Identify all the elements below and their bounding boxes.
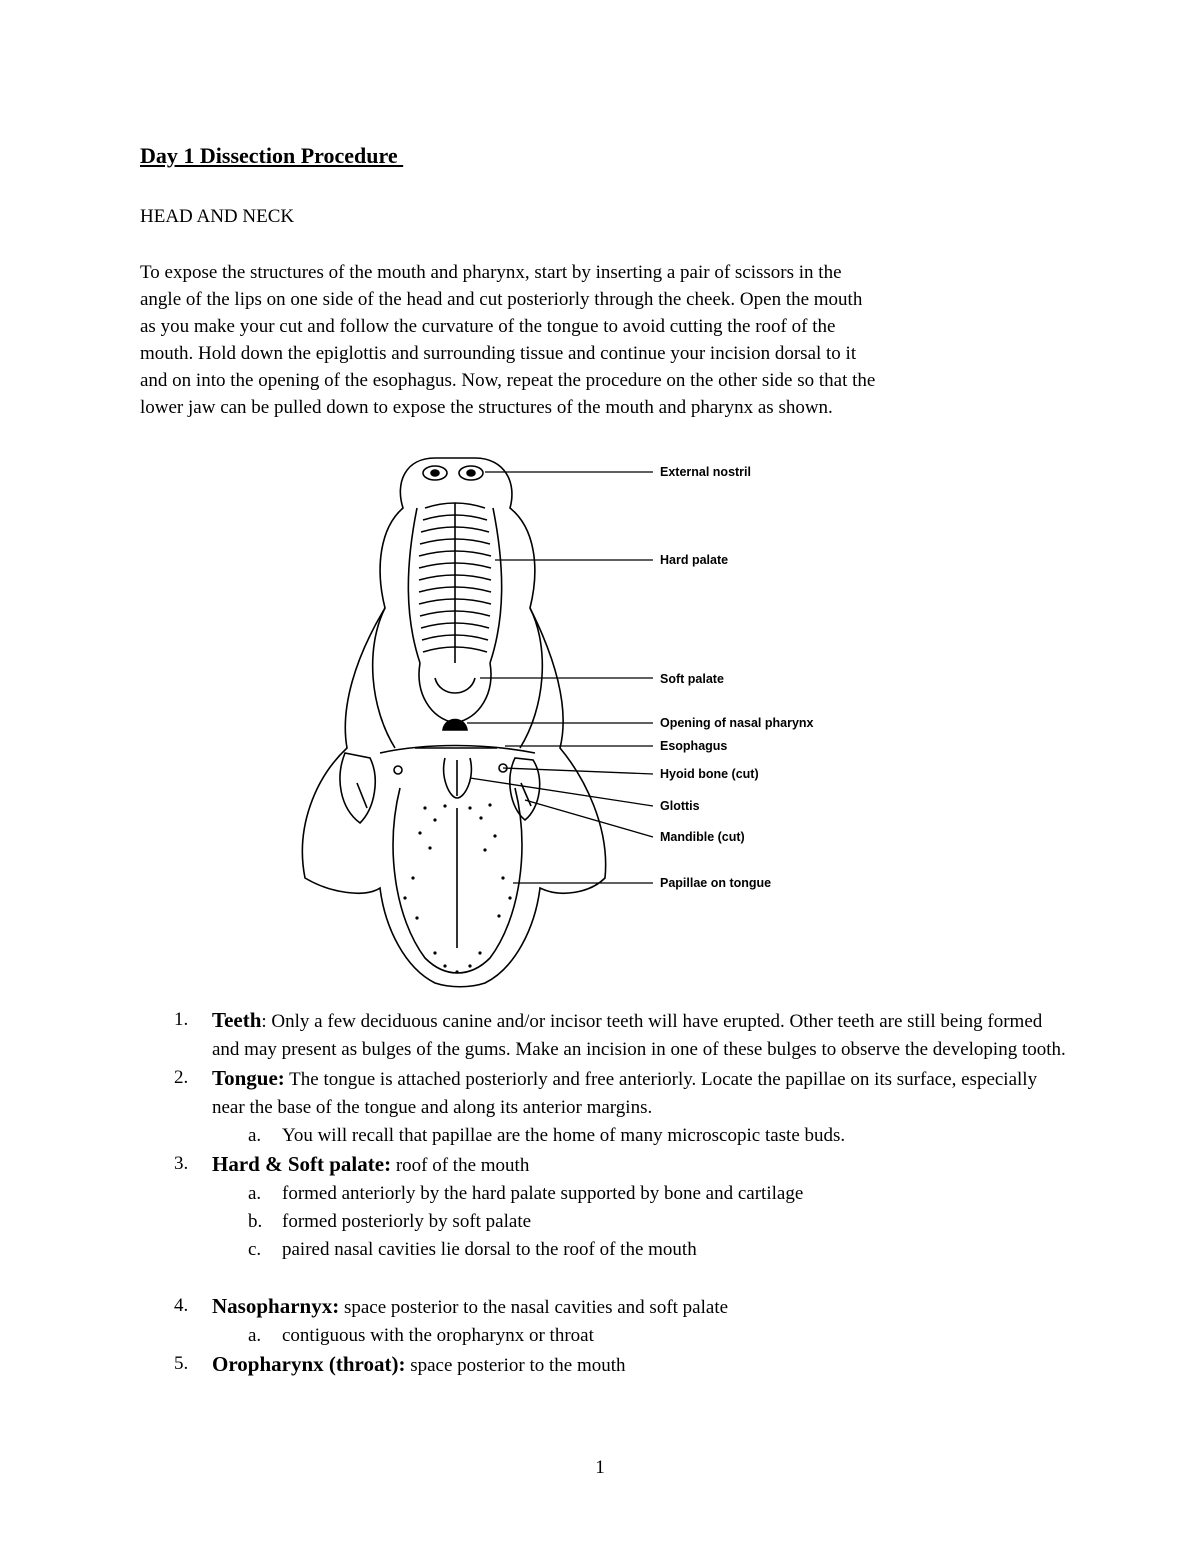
label-esophagus: Esophagus	[660, 739, 728, 753]
list-number: 1.	[174, 1009, 189, 1030]
sub-text: paired nasal cavities lie dorsal to the roof of the mouth	[282, 1239, 697, 1260]
spacer	[140, 1264, 1070, 1292]
section-heading: HEAD AND NECK	[140, 206, 295, 227]
list-term: Oropharynx (throat):	[212, 1352, 406, 1376]
intro-line: To expose the structures of the mouth and pharynx, start by inserting a pair of scissors in the	[140, 262, 842, 283]
list-term: Tongue:	[212, 1066, 285, 1090]
list-item	[140, 1006, 1070, 1064]
list-text: The tongue is attached posteriorly and free anteriorly. Locate the papillae on its surface, especially near the base of the tongue and along its anterior margins.	[212, 1069, 1038, 1118]
sub-letter: a.	[248, 1125, 262, 1146]
sub-item	[140, 1322, 1070, 1350]
intro-line: lower jaw can be pulled down to expose the structures of the mouth and pharynx as shown.	[140, 397, 833, 418]
list-item	[140, 1350, 1070, 1380]
list-text: roof of the mouth	[391, 1155, 530, 1176]
sub-text: formed posteriorly by soft palate	[282, 1211, 532, 1232]
list-item	[140, 1150, 1070, 1180]
intro-line: mouth. Hold down the epiglottis and surrounding tissue and continue your incision dorsal to it	[140, 343, 857, 364]
sub-item	[140, 1236, 1070, 1264]
page-title: Day 1 Dissection Procedure	[140, 143, 404, 168]
figure-labels	[660, 465, 814, 890]
intro-line: and on into the opening of the esophagus. Now, repeat the procedure on the other side so that the	[140, 370, 876, 391]
mouth-pharynx-diagram	[285, 448, 845, 990]
sub-text: formed anteriorly by the hard palate supported by bone and cartilage	[282, 1183, 804, 1204]
list-text: space posterior to the nasal cavities and soft palate	[339, 1297, 729, 1318]
label-hard-palate: Hard palate	[660, 553, 729, 567]
list-number: 3.	[174, 1153, 189, 1174]
list-item	[140, 1064, 1070, 1122]
list-term: Teeth	[212, 1008, 262, 1032]
sub-letter: a.	[248, 1325, 262, 1346]
list-number: 5.	[174, 1353, 189, 1374]
label-external-nostril: External nostril	[660, 465, 751, 479]
sub-item	[140, 1208, 1070, 1236]
intro-line: as you make your cut and follow the curvature of the tongue to avoid cutting the roof of the	[140, 316, 836, 337]
sub-letter: a.	[248, 1183, 262, 1204]
list-text: : Only a few deciduous canine and/or incisor teeth will have erupted. Other teeth are still being formed and may present as bulges of the gums. Make an incision in one of these bulges to observe the developing tooth.	[212, 1011, 1066, 1060]
label-hyoid-bone: Hyoid bone (cut)	[660, 767, 759, 781]
diagram-svg	[285, 448, 845, 990]
list-item	[140, 1292, 1070, 1322]
label-soft-palate: Soft palate	[660, 672, 724, 686]
list-number: 4.	[174, 1295, 189, 1316]
structures-list	[140, 1006, 1070, 1380]
label-mandible: Mandible (cut)	[660, 830, 745, 844]
page-number: 1	[595, 1457, 605, 1478]
label-opening-nasal-pharynx: Opening of nasal pharynx	[660, 716, 814, 730]
list-term: Hard & Soft palate:	[212, 1152, 392, 1176]
sub-item	[140, 1122, 1070, 1150]
sub-text: contiguous with the oropharynx or throat	[282, 1325, 594, 1346]
label-glottis: Glottis	[660, 799, 700, 813]
list-text: space posterior to the mouth	[405, 1355, 626, 1376]
intro-line: angle of the lips on one side of the head and cut posteriorly through the cheek. Open the mouth	[140, 289, 863, 310]
leader-lines	[467, 472, 653, 883]
intro-paragraph	[140, 259, 1070, 421]
sub-letter: b.	[248, 1211, 263, 1232]
sub-letter: c.	[248, 1239, 262, 1260]
label-papillae-on-tongue: Papillae on tongue	[660, 876, 772, 890]
sub-item	[140, 1180, 1070, 1208]
list-term: Nasopharnyx:	[212, 1294, 340, 1318]
sub-text: You will recall that papillae are the home of many microscopic taste buds.	[282, 1125, 846, 1146]
list-number: 2.	[174, 1067, 189, 1088]
